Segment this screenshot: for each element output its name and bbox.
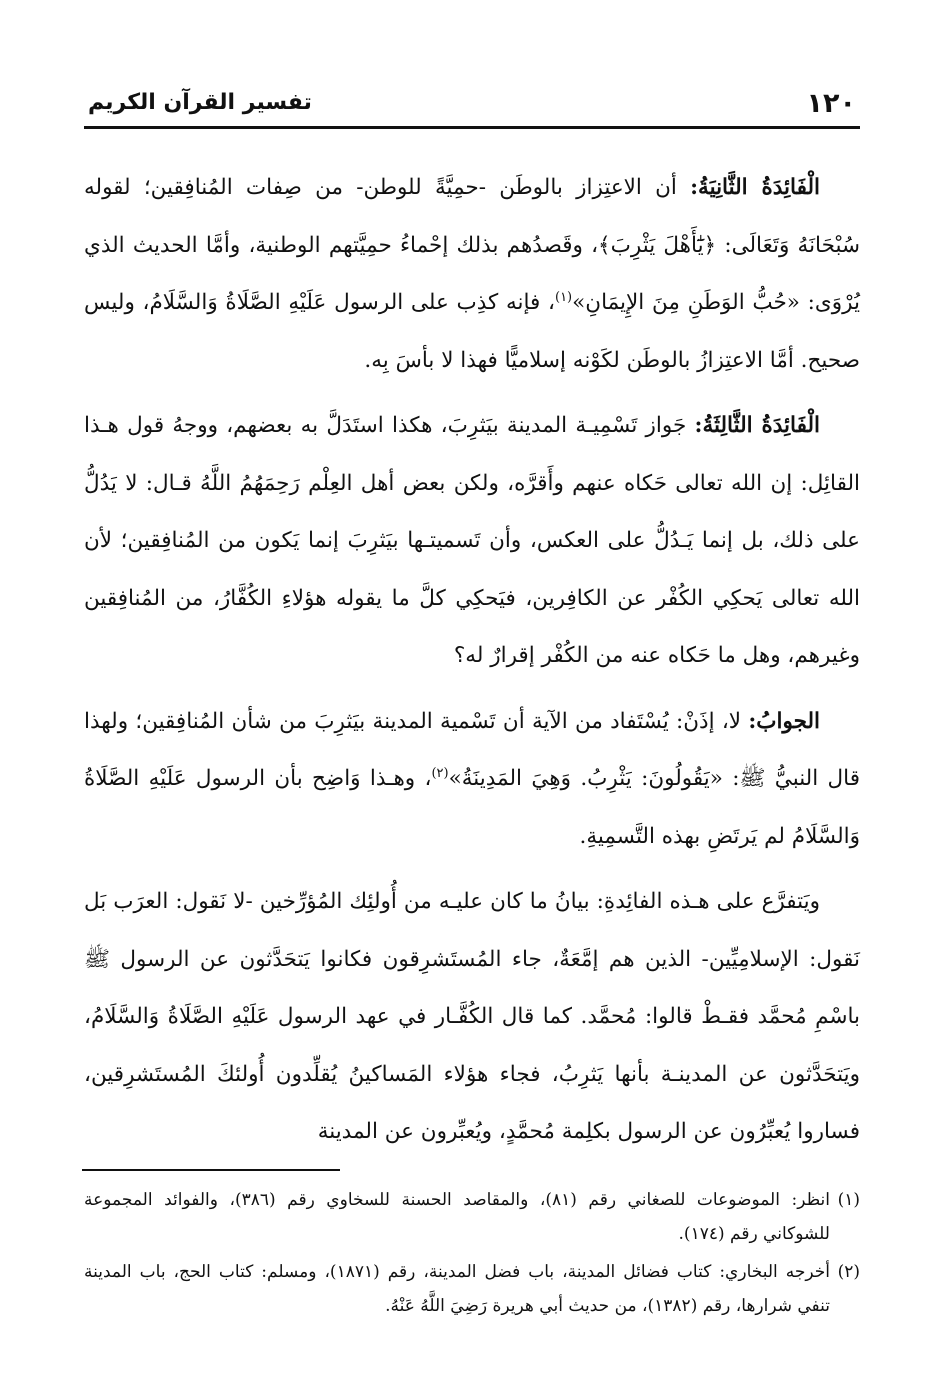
paragraph-second-benefit <box>84 159 860 389</box>
paragraph-heading: الجوابُ: <box>748 708 820 734</box>
paragraph-heading: الْفَائِدَةُ الثَّالِثَةُ: <box>694 413 820 438</box>
paragraph-text: جَواز تَسْمِيـة المدينة بيَثرِبَ، هكذا استَدَلَّ به بعضهم، ووجهُ قول هـذا القائِل: إن الله تعالى حَكاه عنهم وأَقرَّه، ولكن بعض أهل العِلْم رَحِمَهُمُ اللَّهُ قـال: لا يَدُلُّ على ذلك، بل إنما يَـدُلُّ على العكس، وأن تَسميتـها بيَثرِبَ إنما يَكون من المُنافِقين؛ لأن الله تعالى يَحكِي الكُفْر عن الكافِرين، فيَحكِي كلَّ ما يقوله هؤلاءِ الكُفَّارُ، من المُنافِقين وغيرهم، وهل ما حَكاه عنه من الكُفْر إقرارٌ له؟ <box>84 413 860 668</box>
running-header <box>84 82 860 129</box>
footnote-marker[interactable]: (١) <box>554 289 573 305</box>
footnotes <box>84 1183 860 1323</box>
paragraph-third-benefit <box>84 397 860 685</box>
footnote-divider <box>82 1169 340 1171</box>
footnote-item <box>84 1183 860 1251</box>
footnote-item <box>84 1255 860 1323</box>
footnote-text: انظر: الموضوعات للصغاني رقم (٨١)، والمقاصد الحسنة للسخاوي رقم (٣٨٦)، والفوائد المجموعة للشوكاني رقم (١٧٤). <box>84 1189 830 1244</box>
footnote-text: أخرجه البخاري: كتاب فضائل المدينة، باب فضل المدينة، رقم (١٨٧١)، ومسلم: كتاب الحج، باب المدينة تنفي شرارها، رقم (١٣٨٢)، من حديث أبي هريرة رَضِيَ اللَّهُ عَنْهُ. <box>84 1261 830 1316</box>
body-text <box>84 159 860 1161</box>
paragraph-derived-point <box>84 873 860 1161</box>
paragraph-text-tail: ، وهـذا وَاضِح بأن الرسول عَلَيْهِ الصَّلَاةُ وَالسَّلَامُ لم يَرتَضِ بهذه التَّسمِيةِ. <box>84 766 860 849</box>
paragraph-text-tail: ، فإنه كذِب على الرسول عَلَيْهِ الصَّلَاةُ وَالسَّلَامُ، وليس صحيح. أمَّا الاعتِزازُ بالوطَن لكَوْنه إسلاميًّا فهذا لا بأسَ بِه. <box>84 290 860 373</box>
paragraph-answer <box>84 693 860 866</box>
book-title: تفسير القرآن الكريم <box>88 90 312 115</box>
paragraph-text: أن الاعتِزاز بالوطَن -حمِيَّةً للوطن- من صِفات المُنافِقين؛ لقوله سُبْحَانَهُ وَتَعَالَى: ﴿يَٰٓأَهْلَ يَثْرِبَ﴾، وقَصدُهم بذلك إحْماءُ حمِيَّتهم الوطنية، وأمَّا الحديث الذي يُرْوَى: «حُبُّ الوَطَنِ مِنَ الإِيمَانِ» <box>84 175 860 315</box>
paragraph-heading: الْفَائِدَةُ الثَّانِيَةُ: <box>690 175 820 200</box>
paragraph-text: لا، إذَنْ: يُسْتَفاد من الآية أن تَسْمية المدينة بيَثرِبَ من شأن المُنافِقين؛ ولهذا قال النبيُّ ﷺ: «يَقُولُونَ: يَثْرِبُ. وَهِيَ المَدِينَةُ» <box>84 708 860 791</box>
footnote-number: (٢) <box>837 1261 860 1282</box>
footnote-number: (١) <box>837 1189 860 1210</box>
book-page <box>84 82 860 1316</box>
page-number: ١٢٠ <box>806 88 856 119</box>
footnote-marker[interactable]: (٢) <box>431 765 449 781</box>
paragraph-text: ويَتفرَّع على هـذه الفائِدةِ: بيانُ ما كان عليـه من أُولئِك المُؤرِّخين -لا نَقول: العرَب بَل نَقول: الإسلامِيِّين- الذين هم إمَّعَةٌ، جاء المُستَشرِقون فكانوا يَتحَدَّثون عن الرسول ﷺ باسْمِ مُحمَّد فقـطْ قالوا: مُحمَّد. كما قال الكُفَّـار في عهد الرسول عَلَيْهِ الصَّلَاةُ وَالسَّلَامُ، ويَتحَدَّثون عن المدينـة بأنها يَثرِبُ، فجاء هؤلاء المَساكينُ يُقلِّدون أُولئكَ المُستَشرِقين، فساروا يُعبِّرُون عن الرسول بكلِمة مُحمَّدٍ، ويُعبِّرون عن المدينة <box>84 889 860 1144</box>
